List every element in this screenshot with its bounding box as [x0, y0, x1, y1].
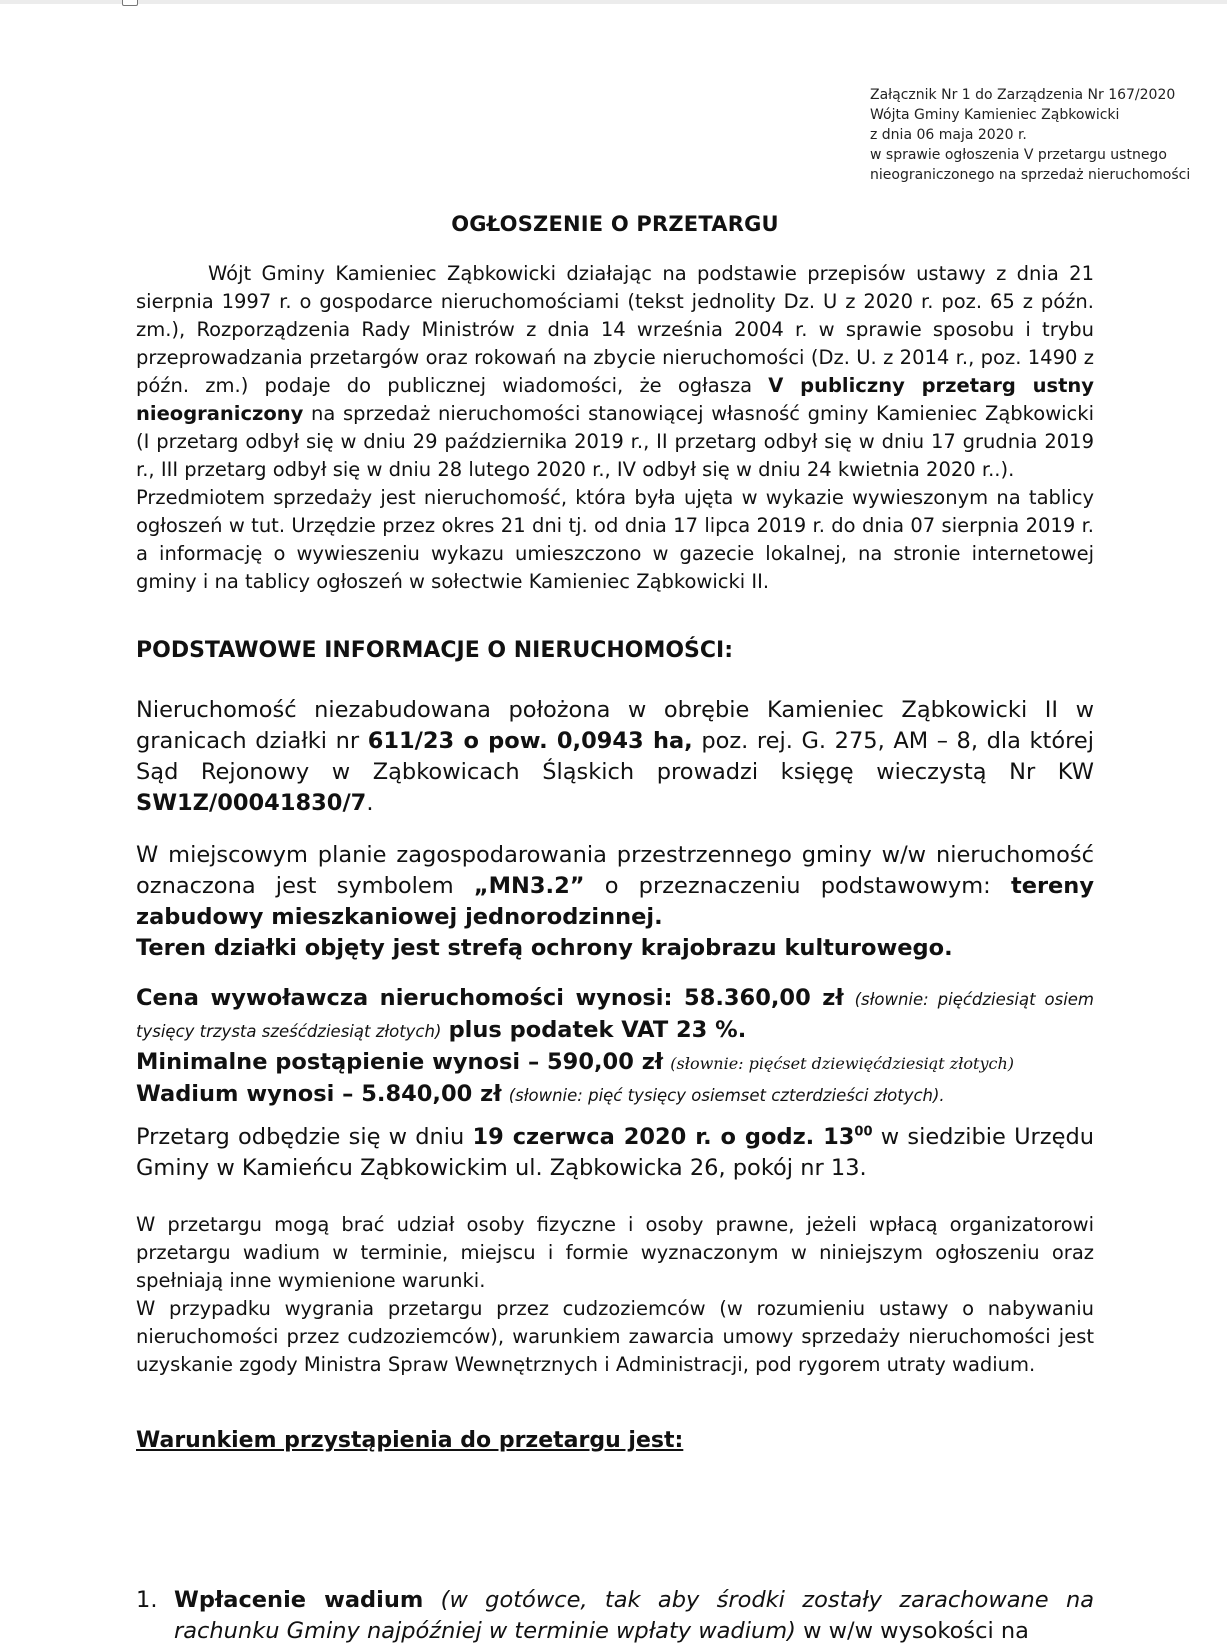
minimum-increment-words: (słownie: pięćset dziewięćdziesiąt złotych)	[670, 1054, 1014, 1073]
conditions-heading: Warunkiem przystąpienia do przetargu jest:	[136, 1428, 684, 1453]
attachment-note-line: w sprawie ogłoszenia V przetargu ustnego	[870, 147, 1167, 163]
attachment-note-line: Załącznik Nr 1 do Zarządzenia Nr 167/2020	[870, 87, 1176, 103]
deposit-words: (słownie: pięć tysięcy osiemset czterdzieści złotych).	[508, 1086, 945, 1105]
deposit-condition: Wpłacenie wadium	[174, 1587, 424, 1613]
attachment-note	[870, 85, 1190, 185]
intro-section	[136, 260, 1094, 596]
minimum-increment: Minimalne postąpienie wynosi – 590,00 zł	[136, 1049, 664, 1075]
auction-type: V publiczny przetarg ustny nieograniczony	[136, 374, 1094, 425]
deposit-condition-note: (w gotówce, tak aby środki zostały zarachowane na rachunku Gminy najpóźniej w terminie wpłaty wadium)	[174, 1587, 1094, 1644]
intro-paragraph: Wójt Gminy Kamieniec Ząbkowicki działając na podstawie przepisów ustawy z dnia 21 sierpnia 1997 r. o gospodarce nieruchomościami (tekst jednolity Dz. U z 2020 r. poz. 65 z późn. zm.), Rozporządzenia Rady Ministrów z dnia 14 września 2004 r. w sprawie sposobu i trybu przeprowadzania przetargów oraz rokowań na zbycie nieruchomości (Dz. U. z 2014 r., poz. 1490 z późn. zm.) podaje do publicznej wiadomości, że ogłasza V publiczny przetarg ustny nieograniczony na sprzedaż nieruchomości stanowiącej własność gminy Kamieniec Ząbkowicki (I przetarg odbył się w dniu 29 października 2019 r., II przetarg odbył się w dniu 17 grudnia 2019 r., III przetarg odbył się w dniu 28 lutego 2020 r., IV odbył się w dniu 24 kwietnia 2020 r..).	[136, 262, 1094, 481]
document-title: OGŁOSZENIE O PRZETARGU	[451, 212, 779, 236]
participants-section	[136, 1211, 1094, 1379]
zoning-paragraph: W miejscowym planie zagospodarowania przestrzennego gminy w/w nieruchomość oznaczona jest symbolem „MN3.2” o przeznaczeniu podstawowym: tereny zabudowy mieszkaniowej jednorodzinnej. Teren działki objęty jest strefą ochrony krajobrazu kulturowego.	[136, 842, 1094, 961]
starting-price: Cena wywoławcza nieruchomości wynosi: 58.360,00 zł	[136, 985, 844, 1011]
property-paragraph: Nieruchomość niezabudowana położona w obrębie Kamieniec Ząbkowicki II w granicach działki nr 611/23 o pow. 0,0943 ha, poz. rej. G. 275, AM – 8, dla której Sąd Rejonowy w Ząbkowicach Śląskich prowadzi księgę wieczystą Nr KW SW1Z/00041830/7.	[136, 697, 1094, 816]
zoning-symbol: „MN3.2”	[473, 873, 585, 899]
list-item-number: 1.	[136, 1587, 158, 1613]
list-item: Wpłacenie wadium (w gotówce, tak aby środki zostały zarachowane na rachunku Gminy najpóźniej w terminie wpłaty wadium) w w/w wysokości na	[174, 1587, 1094, 1644]
zoning-purpose: tereny zabudowy mieszkaniowej jednorodzinnej.	[136, 873, 1094, 930]
protection-zone-note: Teren działki objęty jest strefą ochrony krajobrazu kulturowego.	[136, 935, 953, 961]
participants-paragraph: W przetargu mogą brać udział osoby fizyczne i osoby prawne, jeżeli wpłacą organizatorowi przetargu wadium w terminie, miejscu i formie wyznaczonym w niniejszym ogłoszeniu oraz spełniają inne wymienione warunki.	[136, 1213, 1094, 1292]
foreigners-paragraph: W przypadku wygrania przetargu przez cudzoziemców (w rozumieniu ustawy o nabywaniu nieruchomości przez cudzoziemców), warunkiem zawarcia umowy sprzedaży nieruchomości jest uzyskanie zgody Ministra Spraw Wewnętrznych i Administracji, pod rygorem utraty wadium.	[136, 1297, 1094, 1376]
subject-paragraph: Przedmiotem sprzedaży jest nieruchomość, która była ujęta w wykazie wywieszonym na tablicy ogłoszeń w tut. Urzędzie przez okres 21 dni tj. od dnia 17 lipca 2019 r. do dnia 07 sierpnia 2019 r. a informację o wywieszeniu wykazu umieszczono w gazecie lokalnej, na stronie internetowej gminy i na tablicy ogłoszeń w sołectwie Kamieniec Ząbkowicki II.	[136, 486, 1094, 593]
deposit-amount: Wadium wynosi – 5.840,00 zł	[136, 1081, 502, 1107]
land-register-number: SW1Z/00041830/7	[136, 790, 367, 816]
auction-datetime: 19 czerwca 2020 r. o godz. $13^{00}$	[472, 1124, 873, 1150]
attachment-note-line: nieograniczonego na sprzedaż nieruchomości	[870, 167, 1191, 183]
page-corner-checkbox	[122, 0, 138, 6]
top-border	[0, 0, 1227, 4]
property-info-heading: PODSTAWOWE INFORMACJE O NIERUCHOMOŚCI:	[136, 638, 734, 663]
auction-date-paragraph: Przetarg odbędzie się w dniu 19 czerwca 2020 r. o godz. $13^{00}$ w siedzibie Urzędu Gminy w Kamieńcu Ząbkowickim ul. Ząbkowicka 26, pokój nr 13.	[136, 1124, 1095, 1181]
attachment-note-line: z dnia 06 maja 2020 r.	[870, 127, 1027, 143]
price-section	[136, 983, 1094, 1111]
vat-note: plus podatek VAT 23 %.	[448, 1017, 747, 1043]
attachment-note-line: Wójta Gminy Kamieniec Ząbkowicki	[870, 107, 1120, 123]
starting-price-words: (słownie: pięćdziesiąt osiem tysięcy trzysta sześćdziesiąt złotych)	[136, 990, 1094, 1041]
parcel-number: 611/23 o pow. 0,0943 ha,	[367, 728, 693, 754]
